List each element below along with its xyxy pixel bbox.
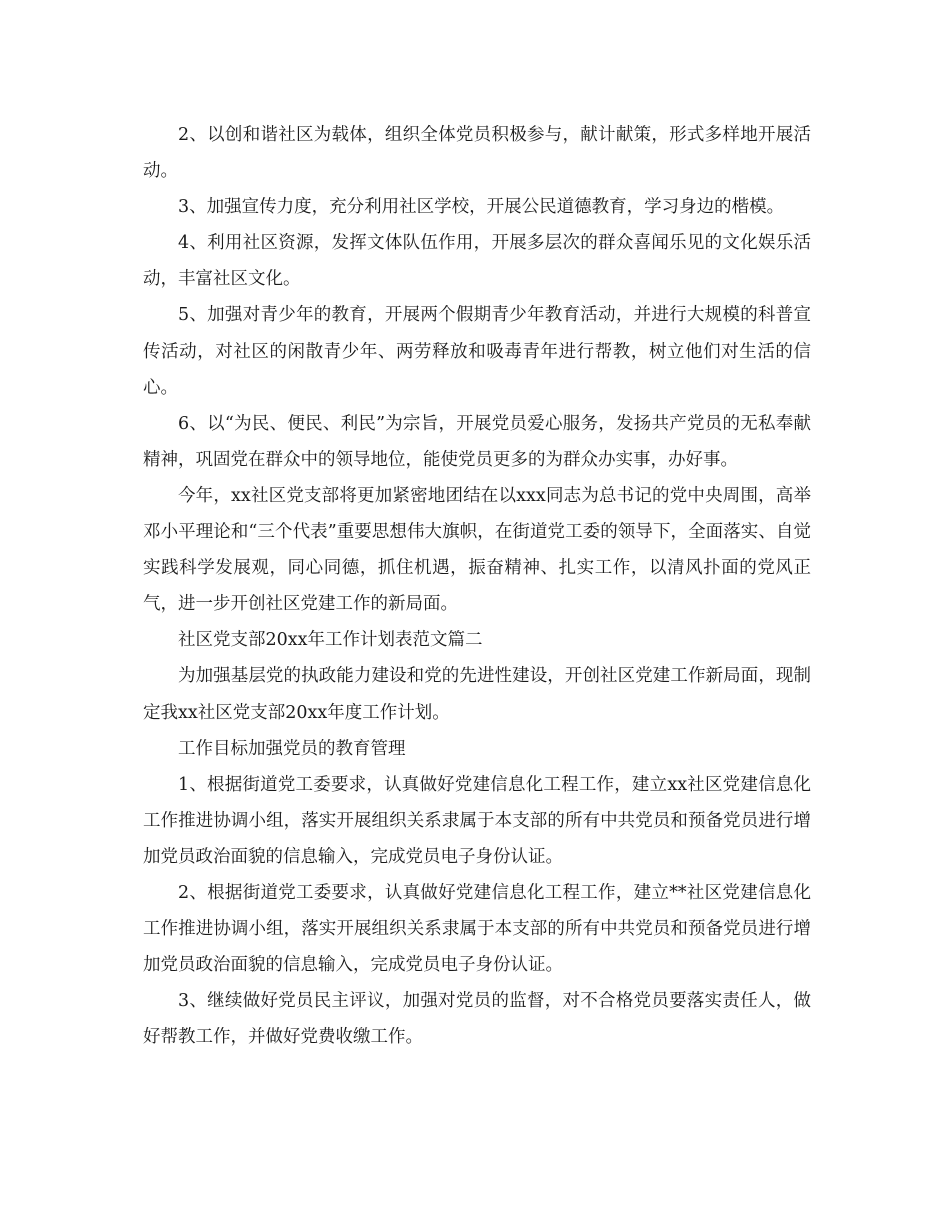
- paragraph-item-6: 6、以“为民、便民、利民”为宗旨，开展党员爱心服务，发扬共产党员的无私奉献精神，巩固党在群众中的领导地位，能使党员更多的为群众办实事，办好事。: [143, 413, 811, 470]
- paragraph-goal-1: 1、根据街道党工委要求，认真做好党建信息化工程工作，建立xx社区党建信息化工作推进协调小组，落实开展组织关系隶属于本支部的所有中共党员和预备党员进行增加党员政治面貌的信息输入，完成党员电子身份认证。: [143, 774, 811, 867]
- paragraph-intro: 为加强基层党的执政能力建设和党的先进性建设，开创社区党建工作新局面，现制定我xx社区党支部20xx年度工作计划。: [143, 666, 811, 723]
- paragraph-item-5: 5、加强对青少年的教育，开展两个假期青少年教育活动，并进行大规模的科普宣传活动，对社区的闲散青少年、两劳释放和吸毒青年进行帮教，树立他们对生活的信心。: [143, 305, 811, 398]
- paragraph-goal-2: 2、根据街道党工委要求，认真做好党建信息化工程工作，建立**社区党建信息化工作推进协调小组，落实开展组织关系隶属于本支部的所有中共党员和预备党员进行增加党员政治面貌的信息输入，完成党员电子身份认证。: [143, 882, 811, 976]
- paragraph-item-4: 4、利用社区资源，发挥文体队伍作用，开展多层次的群众喜闻乐见的文化娱乐活动，丰富社区文化。: [143, 233, 811, 290]
- subheading-work-goal: 工作目标加强党员的教育管理: [178, 738, 406, 759]
- paragraph-this-year: 今年，xx社区党支部将更加紧密地团结在以xxx同志为总书记的党中央周围，高举邓小平理论和“三个代表”重要思想伟大旗帜，在街道党工委的领导下，全面落实、自觉实践科学发展观，同心同德，抓住机遇，振奋精神、扎实工作，以清风扑面的党风正气，进一步开创社区党建工作的新局面。: [143, 485, 811, 615]
- document-body: [143, 117, 811, 1055]
- paragraph-item-2: 2、以创和谐社区为载体，组织全体党员积极参与，献计献策，形式多样地开展活动。: [143, 125, 811, 182]
- paragraph-item-3: 3、加强宣传力度，充分利用社区学校，开展公民道德教育，学习身边的楷模。: [178, 197, 785, 218]
- section-heading: 社区党支部20xx年工作计划表范文篇二: [178, 630, 483, 651]
- paragraph-goal-3: 3、继续做好党员民主评议，加强对党员的监督，对不合格党员要落实责任人，做好帮教工作，并做好党费收缴工作。: [143, 991, 811, 1048]
